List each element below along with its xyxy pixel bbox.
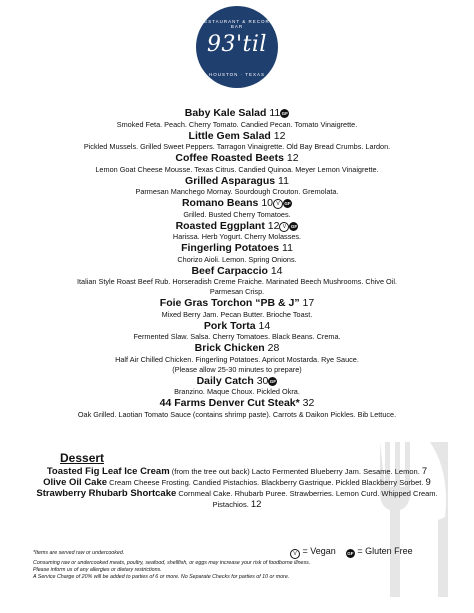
menu-item-title xyxy=(0,297,474,310)
menu-item-title xyxy=(0,375,474,388)
menu-item-price: 14 xyxy=(270,264,283,277)
menu-item-description: Lemon Goat Cheese Mousse. Texas Citrus. Candied Quinoa. Meyer Lemon Vinaigrette. xyxy=(95,164,379,174)
dessert-name: Olive Oil Cake xyxy=(43,477,108,488)
menu-item-description: Parmesan Manchego Mornay. Sourdough Crouton. Gremolata. xyxy=(135,187,339,196)
menu-item xyxy=(0,265,474,298)
menu-item-description: (Please allow 25-30 minutes to prepare) xyxy=(172,364,302,374)
menu-item-name: Romano Beans xyxy=(181,197,259,209)
menu-item-description: Chorizo Aioli. Lemon. Spring Onions. xyxy=(177,254,297,264)
menu-item-description: Oak Grilled. Laotian Tomato Sauce (contains shrimp paste). Carrots & Daikon Pickles. Bib Lettuce. xyxy=(77,409,397,419)
menu-item-title xyxy=(0,175,474,188)
menu-item-description: Smoked Feta. Peach. Cherry Tomato. Candied Pecan. Tomato Vinaigrette. xyxy=(116,119,358,129)
menu-item-name: 44 Farms Denver Cut Steak* xyxy=(159,397,300,409)
menu-item-price: 12 xyxy=(273,129,286,142)
menu-item-name: Brick Chicken xyxy=(194,342,265,354)
menu-items xyxy=(0,107,474,420)
menu-item-name: Grilled Asparagus xyxy=(185,174,276,187)
menu-item xyxy=(0,297,474,320)
logo-main-text: 93'til xyxy=(207,32,267,57)
menu-item-title xyxy=(0,107,474,120)
menu-item-name: Pork Torta xyxy=(203,319,256,332)
menu-item-title xyxy=(0,130,474,143)
menu-item-price: 11 xyxy=(282,242,293,254)
gluten-free-icon: GF xyxy=(290,223,298,229)
menu-item-name: Roasted Eggplant xyxy=(175,219,265,232)
gluten-free-icon: GF xyxy=(269,378,277,384)
menu-item-description: Half Air Chilled Chicken. Fingerling Potatoes. Apricot Mostarda. Rye Sauce. xyxy=(115,354,359,364)
menu-item-price: 17 xyxy=(302,297,315,309)
menu-item-description: Italian Style Roast Beef Rub. Horseradish Creme Fraiche. Marinated Beech Mushrooms. Chive Oil. xyxy=(77,277,397,286)
menu-item-description: Fermented Slaw. Salsa. Cherry Tomatoes. Black Beans. Crema. xyxy=(133,332,341,341)
menu-item xyxy=(0,397,474,420)
menu-item-name: Baby Kale Salad xyxy=(184,107,267,119)
menu-item-price: 28 xyxy=(267,342,280,354)
menu-item-title xyxy=(0,197,474,210)
menu-item xyxy=(0,152,474,175)
menu-item-name: Daily Catch xyxy=(196,374,254,387)
menu-item xyxy=(0,242,474,265)
menu-item xyxy=(0,375,474,398)
menu-item-price: 11 xyxy=(269,107,281,119)
menu-item xyxy=(0,320,474,343)
menu-item-description: Harissa. Herb Yogurt. Cherry Molasses. xyxy=(172,232,302,241)
menu-item xyxy=(0,130,474,153)
gluten-free-icon: GF xyxy=(284,201,291,206)
dessert-name: Toasted Fig Leaf Ice Cream xyxy=(46,466,170,477)
menu-item-price: 32 xyxy=(302,397,315,409)
menu-item-price: 10 xyxy=(261,197,274,209)
dessert-description: Cornmeal Cake. Rhubarb Puree. Strawberries. Lemon Curd. Whipped Cream. Pistachios. xyxy=(178,489,438,509)
gluten-free-icon: GF xyxy=(281,111,288,116)
dessert-price: 7 xyxy=(421,466,428,477)
logo-top-text: RESTAURANT & RECORD BAR xyxy=(199,19,275,29)
dessert-heading: Dessert xyxy=(60,451,105,465)
menu-item xyxy=(0,342,474,375)
dessert-name: Strawberry Rhubarb Shortcake xyxy=(36,488,177,499)
legend-gf-label: = Gluten Free xyxy=(357,546,413,556)
menu-item-title xyxy=(0,220,474,233)
menu-item-name: Beef Carpaccio xyxy=(191,264,268,277)
menu-item-name: Fingerling Potatoes xyxy=(181,242,280,254)
footnote-line: Consuming raw or undercooked meats, poultry, seafood, shellfish, or eggs may increase your risk of foodborne illness. xyxy=(33,560,311,566)
restaurant-logo xyxy=(196,6,278,88)
dessert-price: 9 xyxy=(425,477,431,488)
menu-item-title xyxy=(0,342,474,355)
menu-item-price: 12 xyxy=(267,219,280,232)
menu-item-price: 30 xyxy=(256,374,269,387)
vegan-icon: V xyxy=(279,222,289,232)
menu-item xyxy=(0,197,474,220)
dessert-description: Cream Cheese Frosting. Candied Pistachios. Blackberry Gastrique. Pickled Blackberry Sorbet. xyxy=(109,478,424,487)
menu-item-price: 14 xyxy=(258,319,271,332)
gluten-free-icon: GF xyxy=(347,551,354,556)
menu-item-title xyxy=(0,242,474,255)
menu-item-name: Little Gem Salad xyxy=(188,129,271,142)
dessert-price: 12 xyxy=(250,499,262,510)
menu-item-description: Branzino. Maque Choux. Pickled Okra. xyxy=(174,387,300,396)
menu-item-title xyxy=(0,152,474,165)
menu-item xyxy=(0,107,474,130)
menu-item-name: Coffee Roasted Beets xyxy=(175,152,284,164)
menu-item xyxy=(0,220,474,243)
menu-item-price: 12 xyxy=(286,152,299,164)
menu-item-name: Foie Gras Torchon “PB & J” xyxy=(159,297,300,309)
menu-item-description: Mixed Berry Jam. Pecan Butter. Brioche Toast. xyxy=(161,309,313,319)
menu-item-description: Grilled. Busted Cherry Tomatoes. xyxy=(183,209,291,219)
menu-item-title xyxy=(0,397,474,410)
legend-vegan-label: = Vegan xyxy=(302,546,336,556)
vegan-icon: V xyxy=(273,199,283,209)
menu-item-description: Parmesan Crisp. xyxy=(209,287,265,296)
menu-item-title xyxy=(0,320,474,333)
logo-bottom-text: HOUSTON · TEXAS xyxy=(208,72,266,77)
menu-item xyxy=(0,175,474,198)
menu-item-title xyxy=(0,265,474,278)
footnote-line: A Service Charge of 20% will be added to parties of 6 or more. No Separate Checks for parties of 10 or more. xyxy=(33,574,290,580)
footnote-line: *Items are served raw or undercooked. xyxy=(33,550,125,556)
menu-item-price: 11 xyxy=(278,174,289,187)
vegan-icon: V xyxy=(290,549,300,559)
fork-knife-watermark-icon xyxy=(350,432,460,602)
dessert-description: (from the tree out back) Lacto Fermented Blueberry Jam. Sesame. Lemon. xyxy=(171,467,420,476)
footnote-line: Please inform us of any allergies or dietary restrictions. xyxy=(33,567,162,573)
menu-item-description: Pickled Mussels. Grilled Sweet Peppers. Tarragon Vinaigrette. Old Bay Bread Crumbs. Lardon. xyxy=(83,142,391,151)
